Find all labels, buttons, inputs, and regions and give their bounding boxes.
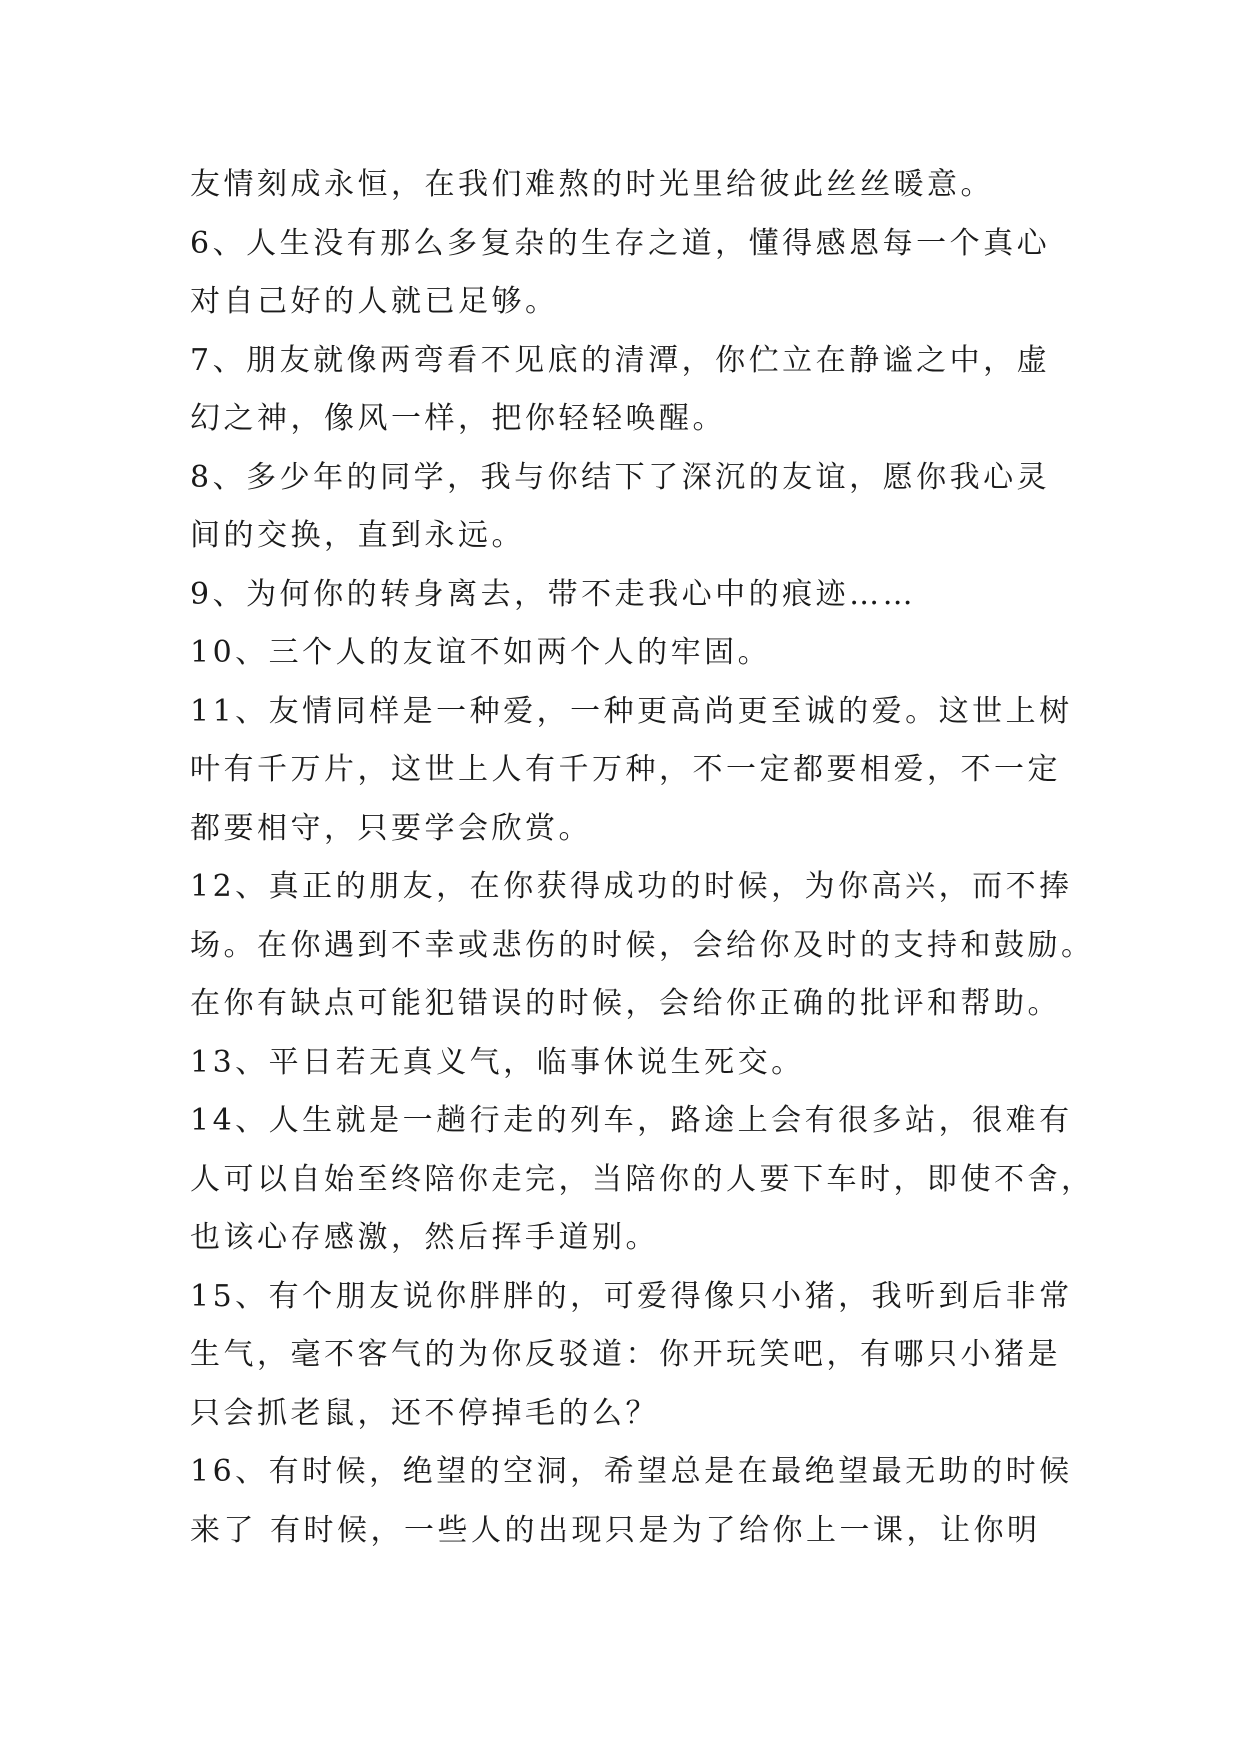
text-line: 人可以自始至终陪你走完，当陪你的人要下车时，即使不舍， bbox=[190, 1161, 1095, 1197]
text-line: 友情刻成永恒，在我们难熬的时光里给彼此丝丝暖意。 bbox=[190, 167, 994, 202]
text-line: 8、多少年的同学，我与你结下了深沉的友谊，愿你我心灵 bbox=[190, 459, 1051, 495]
text-line: 生气，毫不客气的为你反驳道：你开玩笑吧，有哪只小猪是 bbox=[190, 1337, 1061, 1372]
text-line: 在你有缺点可能犯错误的时候，会给你正确的批评和帮助。 bbox=[190, 986, 1061, 1021]
text-line: 9、为何你的转身离去，带不走我心中的痕迹…… bbox=[190, 576, 917, 612]
text-line: 间的交换，直到永远。 bbox=[190, 518, 525, 553]
text-line: 12、真正的朋友，在你获得成功的时候，为你高兴，而不捧 bbox=[190, 869, 1073, 904]
text-line: 对自己好的人就已足够。 bbox=[190, 284, 559, 319]
text-line: 都要相守，只要学会欣赏。 bbox=[190, 810, 592, 846]
text-line: 场。在你遇到不幸或悲伤的时候，会给你及时的支持和鼓励。 bbox=[190, 927, 1095, 963]
text-line: 只会抓老鼠，还不停掉毛的么？ bbox=[190, 1395, 659, 1431]
text-line: 14、人生就是一趟行走的列车，路途上会有很多站，很难有 bbox=[190, 1103, 1073, 1138]
text-line: 幻之神，像风一样，把你轻轻唤醒。 bbox=[190, 401, 726, 436]
document-body bbox=[190, 156, 1095, 1560]
text-line: 16、有时候，绝望的空洞，希望总是在最绝望最无助的时候 bbox=[190, 1454, 1073, 1489]
text-line: 7、朋友就像两弯看不见底的清潭，你伫立在静谧之中，虚 bbox=[190, 342, 1051, 378]
text-line: 来了 有时候，一些人的出现只是为了给你上一课，让你明 bbox=[190, 1512, 1041, 1548]
text-line: 15、有个朋友说你胖胖的，可爱得像只小猪，我听到后非常 bbox=[190, 1278, 1073, 1314]
text-line: 也该心存感激，然后挥手道别。 bbox=[190, 1220, 659, 1255]
text-line: 6、人生没有那么多复杂的生存之道，懂得感恩每一个真心 bbox=[190, 225, 1051, 261]
text-line: 10、三个人的友谊不如两个人的牢固。 bbox=[190, 635, 772, 670]
text-line: 叶有千万片，这世上人有千万种，不一定都要相爱，不一定 bbox=[190, 752, 1061, 787]
text-line: 11、友情同样是一种爱，一种更高尚更至诚的爱。这世上树 bbox=[190, 693, 1073, 729]
text-line: 13、平日若无真义气，临事休说生死交。 bbox=[190, 1044, 805, 1080]
